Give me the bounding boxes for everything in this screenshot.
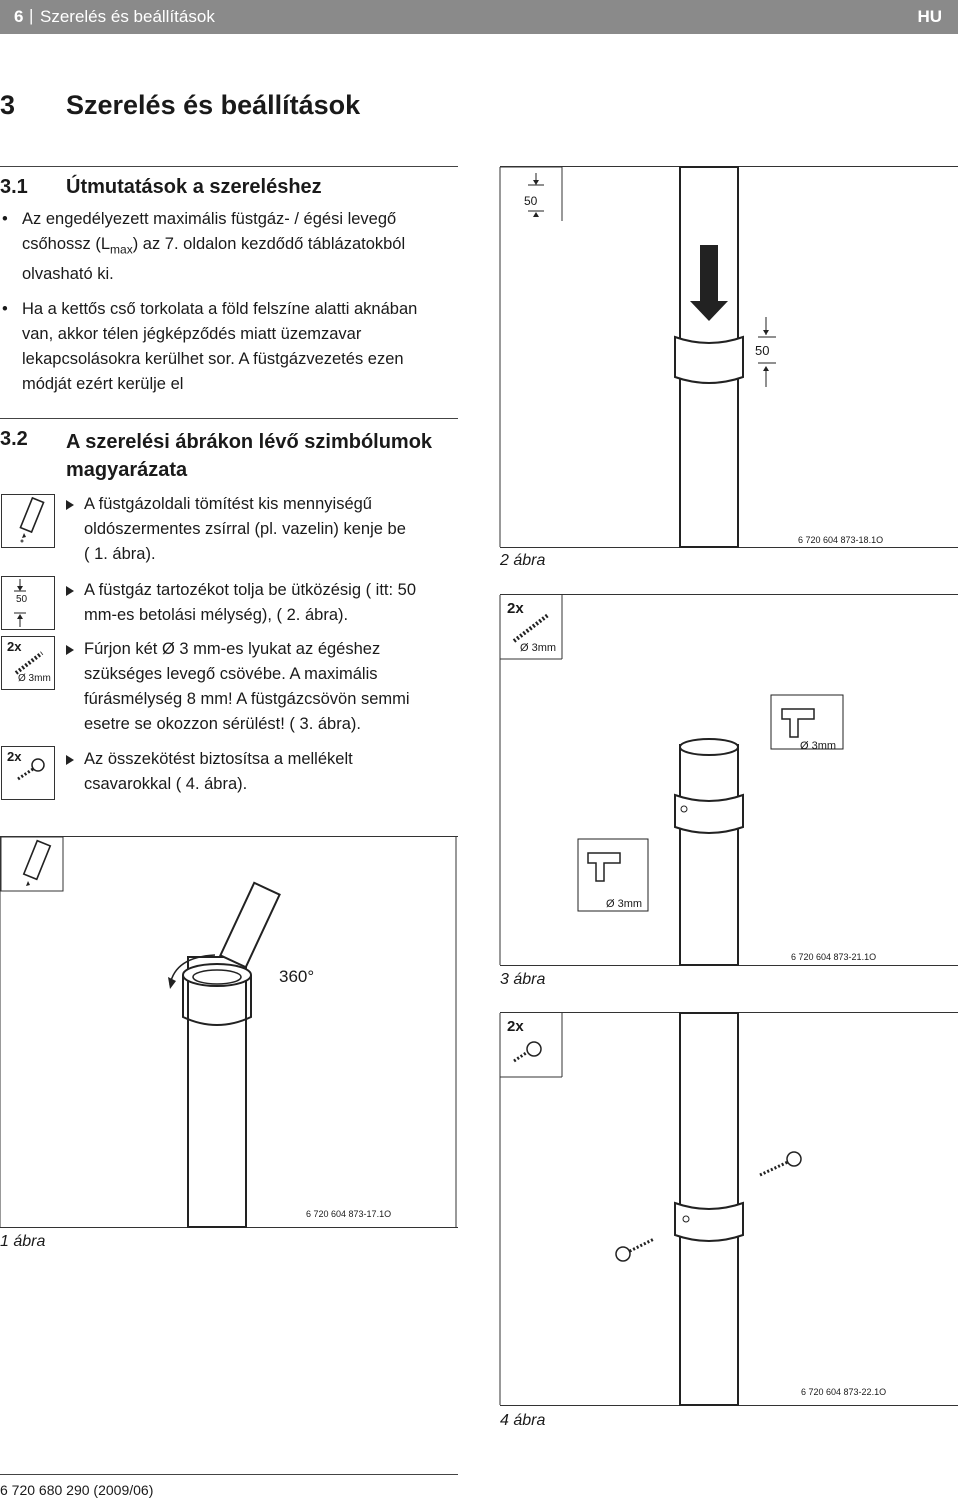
section-title: Szerelés és beállítások bbox=[66, 90, 361, 120]
subsection-title bbox=[66, 428, 432, 484]
rotation-angle-label: 360° bbox=[279, 967, 315, 986]
text-line: lekapcsolásokra kerülhet sor. A füstgázvezetés ezen bbox=[22, 350, 404, 369]
list-item bbox=[0, 207, 460, 287]
section-heading bbox=[0, 90, 15, 121]
footer-divider bbox=[0, 1474, 458, 1475]
text-line: szükséges levegő csövébe. A maximális bbox=[84, 665, 378, 683]
figure-code: 6 720 604 873-17.1O bbox=[306, 1209, 392, 1219]
subsection-title: Útmutatások a szereléshez bbox=[66, 176, 322, 198]
text-line: Fúrjon két Ø 3 mm-es lyukat az égéshez bbox=[84, 640, 381, 658]
diameter-label: Ø 3mm bbox=[606, 898, 643, 910]
arrow-bullet-icon bbox=[66, 586, 74, 596]
depth-label: 50 bbox=[524, 194, 538, 208]
screw-icon bbox=[1, 746, 55, 800]
subsection-number: 3.1 bbox=[0, 176, 28, 198]
text-span: csőhossz (L bbox=[22, 235, 111, 253]
divider bbox=[0, 166, 458, 167]
figure-1 bbox=[0, 836, 458, 1228]
symbol-item-3 bbox=[66, 637, 466, 737]
bullet: • bbox=[2, 300, 8, 319]
header-title: Szerelés és beállítások bbox=[40, 7, 215, 26]
figure-4 bbox=[500, 1012, 958, 1406]
figure-caption: 2 ábra bbox=[500, 552, 546, 569]
diameter-label: Ø 3mm bbox=[800, 740, 837, 752]
text-line: Az engedélyezett maximális füstgáz- / égési levegő bbox=[22, 210, 397, 228]
bullet-list bbox=[0, 207, 460, 397]
text-line: van, akkor télen jégképződés miatt üzemzavar bbox=[22, 325, 362, 344]
figure-caption: 4 ábra bbox=[500, 1412, 546, 1429]
count-label: 2x bbox=[7, 639, 22, 654]
drill-bit-icon bbox=[1, 636, 55, 690]
symbol-item-4 bbox=[66, 747, 466, 797]
bullet: • bbox=[2, 210, 8, 228]
figure-code: 6 720 604 873-22.1O bbox=[801, 1387, 887, 1397]
diameter-label: Ø 3mm bbox=[18, 673, 51, 684]
arrow-bullet-icon bbox=[66, 755, 74, 765]
title-line: A szerelési ábrákon lévő szimbólumok bbox=[66, 431, 433, 453]
text-line: A füstgáz tartozékot tolja be ütközésig ( itt: 50 bbox=[84, 581, 417, 599]
symbol-item-2 bbox=[66, 578, 466, 628]
text-line: mm-es betolási mélység), ( 2. ábra). bbox=[84, 606, 349, 624]
figure-code: 6 720 604 873-18.1O bbox=[798, 535, 884, 545]
divider bbox=[0, 418, 458, 419]
grease-tube-icon bbox=[1, 494, 55, 548]
count-label: 2x bbox=[7, 749, 22, 764]
arrow-bullet-icon bbox=[66, 500, 74, 510]
count-label: 2x bbox=[507, 600, 524, 617]
document-code: 6 720 680 290 (2009/06) bbox=[0, 1482, 154, 1498]
text-line: fúrásmélység 8 mm! A füstgázcsövön semmi bbox=[84, 690, 410, 708]
page-number: 6 bbox=[14, 7, 24, 26]
depth-label: 50 bbox=[755, 343, 770, 358]
text-line: olvasható ki. bbox=[22, 265, 114, 284]
text-line: Az összekötést biztosítsa a mellékelt bbox=[84, 750, 353, 768]
figure-code: 6 720 604 873-21.1O bbox=[791, 952, 877, 962]
figure-2 bbox=[500, 166, 958, 548]
text-line: esetre se okozzon sérülést! ( 3. ábra). bbox=[84, 715, 361, 733]
figure-caption: 1 ábra bbox=[0, 1233, 46, 1250]
text-line: csavarokkal ( 4. ábra). bbox=[84, 775, 248, 793]
diameter-label: Ø 3mm bbox=[520, 642, 557, 654]
figure-3 bbox=[500, 594, 958, 966]
page-header bbox=[0, 0, 958, 34]
list-item bbox=[0, 297, 460, 397]
text-span: ) az 7. oldalon kezdődő táblázatokból bbox=[132, 235, 406, 253]
language-code: HU bbox=[917, 7, 942, 26]
symbol-item-1 bbox=[66, 492, 466, 567]
depth-icon bbox=[1, 576, 55, 630]
subscript: max bbox=[110, 242, 133, 257]
text-line: oldószermentes zsírral (pl. vazelin) kenje be bbox=[84, 520, 406, 538]
header-separator: | bbox=[29, 6, 34, 25]
text-line bbox=[22, 232, 460, 262]
text-line: módját ezért kerülje el bbox=[22, 375, 184, 394]
section-number: 3 bbox=[0, 90, 16, 120]
subsection-number: 3.2 bbox=[0, 428, 28, 450]
count-label: 2x bbox=[507, 1018, 524, 1035]
text-line: A füstgázoldali tömítést kis mennyiségű bbox=[84, 495, 372, 513]
arrow-bullet-icon bbox=[66, 645, 74, 655]
text-line: Ha a kettős cső torkolata a föld felszíne alatti aknában bbox=[22, 300, 418, 319]
figure-caption: 3 ábra bbox=[500, 971, 546, 988]
text-line: ( 1. ábra). bbox=[84, 545, 156, 563]
depth-label: 50 bbox=[16, 594, 28, 605]
title-line: magyarázata bbox=[66, 459, 188, 481]
